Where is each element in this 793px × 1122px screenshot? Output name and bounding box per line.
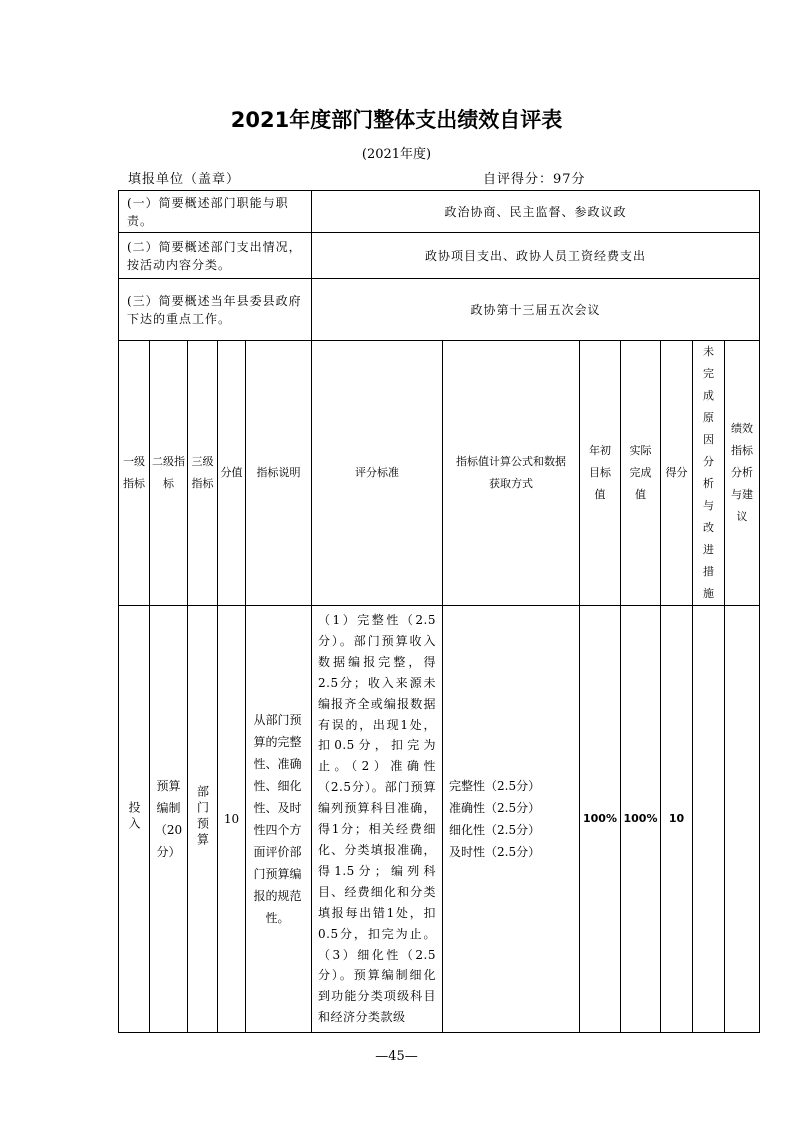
- overview-row: [119, 191, 760, 233]
- row-reason: [693, 606, 725, 1033]
- overview-row: [119, 233, 760, 279]
- row-scoring-standard: （1）完整性（2.5分）。部门预算收入数据编报完整，得2.5分；收入来源未编报齐全或编报数据有误的，出现1处，扣0.5分，扣完为止。（2）准确性（2.5分）。部门预算编列预算科目准确，得1分；相关经费细化、分类填报准确，得1.5分；编列科目、经费细化和分类填报每出错1处，扣0.5分，扣完为止。（3）细化性（2.5分）。预算编制细化到功能分类项级科目和经济分类款级: [312, 606, 443, 1033]
- row-score: 10: [661, 606, 693, 1033]
- formula-line: 准确性（2.5分）: [449, 801, 541, 816]
- data-row: [119, 606, 760, 1033]
- self-score-label: 自评得分：97分: [483, 172, 586, 187]
- row-actual: 100%: [621, 606, 661, 1033]
- page-number: —45—: [375, 1049, 418, 1064]
- header-analysis: 绩效指标分析与建议: [731, 422, 753, 523]
- page-subtitle: (2021年度): [361, 147, 432, 162]
- evaluation-table: [118, 190, 760, 1033]
- overview-label: (二）简要概述部门支出情况，按活动内容分类。: [119, 233, 312, 279]
- formula-line: 细化性（2.5分）: [449, 823, 541, 838]
- row-analysis: [725, 606, 760, 1033]
- row-level3: 部门预算: [195, 784, 210, 849]
- header-target: 年初目标值: [589, 444, 611, 501]
- overview-row: [119, 279, 760, 341]
- row-score-value: 10: [218, 606, 246, 1033]
- header-level1: 一级指标: [123, 455, 145, 490]
- row-target: 100%: [580, 606, 621, 1033]
- header-formula: 指标值计算公式和数据获取方式: [443, 341, 580, 606]
- row-formula: [443, 606, 580, 1033]
- overview-value: 政协项目支出、政协人员工资经费支出: [312, 233, 760, 279]
- header-indicator-desc: 指标说明: [246, 341, 312, 606]
- fill-unit-label: 填报单位（盖章）: [128, 172, 241, 187]
- header-reason: 未完成原因分析与改进措施: [703, 345, 714, 600]
- header-level2: 二级指标: [150, 341, 188, 606]
- header-score: 得分: [665, 466, 688, 479]
- header-score-value: 分值: [220, 466, 243, 479]
- header-level3: 三级指标: [191, 455, 214, 490]
- header-scoring-standard: 评分标准: [312, 341, 443, 606]
- formula-line: 及时性（2.5分）: [449, 845, 541, 860]
- row-indicator-desc: 从部门预算的完整性、准确性、细化性、及时性四个方面评价部门预算编报的规范性。: [246, 606, 312, 1033]
- header-row: [119, 341, 760, 606]
- overview-value: 政协第十三届五次会议: [312, 279, 760, 341]
- overview-label: (一）简要概述部门职能与职责。: [119, 191, 312, 233]
- formula-line: 完整性（2.5分）: [449, 779, 541, 794]
- row-level2: 预算编制（20分）: [154, 779, 183, 860]
- header-actual: 实际完成值: [629, 444, 652, 501]
- overview-label: (三）简要概述当年县委县政府下达的重点工作。: [119, 279, 312, 341]
- overview-value: 政治协商、民主监督、参政议政: [312, 191, 760, 233]
- row-level1: 投入: [127, 800, 141, 833]
- page-title: 2021年度部门整体支出绩效自评表: [230, 108, 563, 132]
